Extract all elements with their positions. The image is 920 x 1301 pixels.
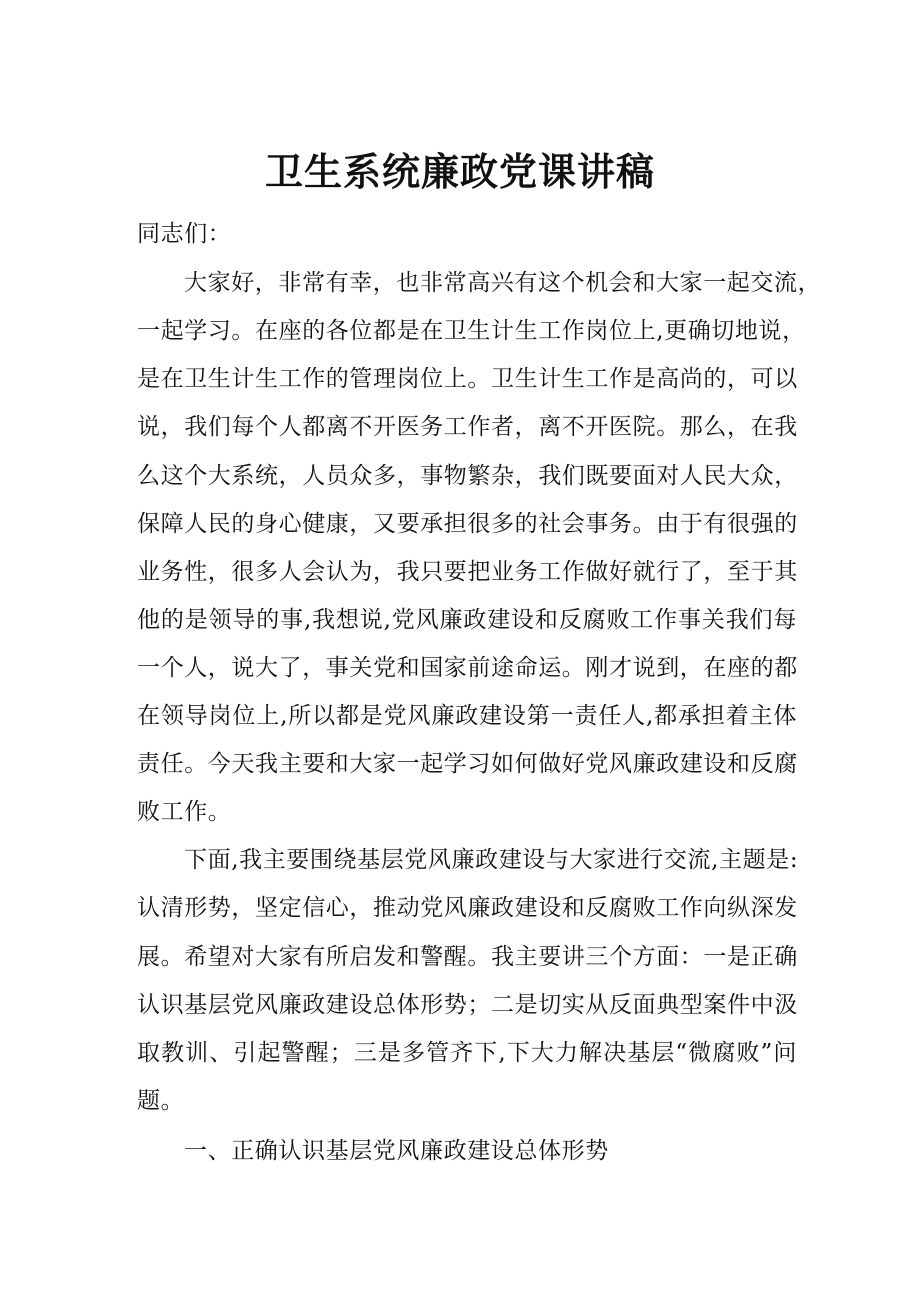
document-title: 卫生系统廉政党课讲稿 [264,150,655,194]
paragraph-2-line: 题。 [137,1088,185,1114]
paragraph-1-line: 是在卫生计生工作的管理岗位上。卫生计生工作是高尚的，可以 [137,366,798,392]
salutation: 同志们： [137,221,232,247]
paragraph-1-line: 业务性，很多人会认为，我只要把业务工作做好就行了，至于其 [137,559,798,585]
paragraph-1-line: 说，我们每个人都离不开医务工作者，离不开医院。那么，在我 [137,414,798,440]
paragraph-1-line: 么这个大系统，人员众多，事物繁杂，我们既要面对人民大众， [137,463,798,489]
paragraph-2-line: 下面,我主要围绕基层党风廉政建设与大家进行交流,主题是: [184,847,799,873]
paragraph-1-line: 在领导岗位上,所以都是党风廉政建设第一责任人,都承担着主体 [137,703,797,729]
paragraph-1-line: 他的是领导的事,我想说,党风廉政建设和反腐败工作事关我们每 [137,607,797,633]
paragraph-2-line: 认识基层党风廉政建设总体形势；二是切实从反面典型案件中汲 [137,992,798,1018]
paragraph-2-line: 展。希望对大家有所启发和警醒。我主要讲三个方面：一是正确 [137,944,798,970]
paragraph-1-line: 一个人，说大了，事关党和国家前途命运。刚才说到，在座的都 [137,655,798,681]
paragraph-1-line: 大家好，非常有幸，也非常高兴有这个机会和大家一起交流， [184,270,822,296]
paragraph-1-line: 一起学习。在座的各位都是在卫生计生工作岗位上,更确切地说， [137,318,806,344]
paragraph-1-line: 败工作。 [137,799,232,825]
paragraph-2-line: 认清形势，坚定信心，推动党风廉政建设和反腐败工作向纵深发 [137,895,798,921]
section-heading: 一、正确认识基层党风廉政建设总体形势 [184,1138,609,1164]
paragraph-2-line: 取教训、引起警醒；三是多管齐下,下大力解决基层“微腐败”问 [137,1040,797,1066]
paragraph-1-line: 保障人民的身心健康，又要承担很多的社会事务。由于有很强的 [137,511,798,537]
paragraph-1-line: 责任。今天我主要和大家一起学习如何做好党风廉政建设和反腐 [137,751,798,777]
